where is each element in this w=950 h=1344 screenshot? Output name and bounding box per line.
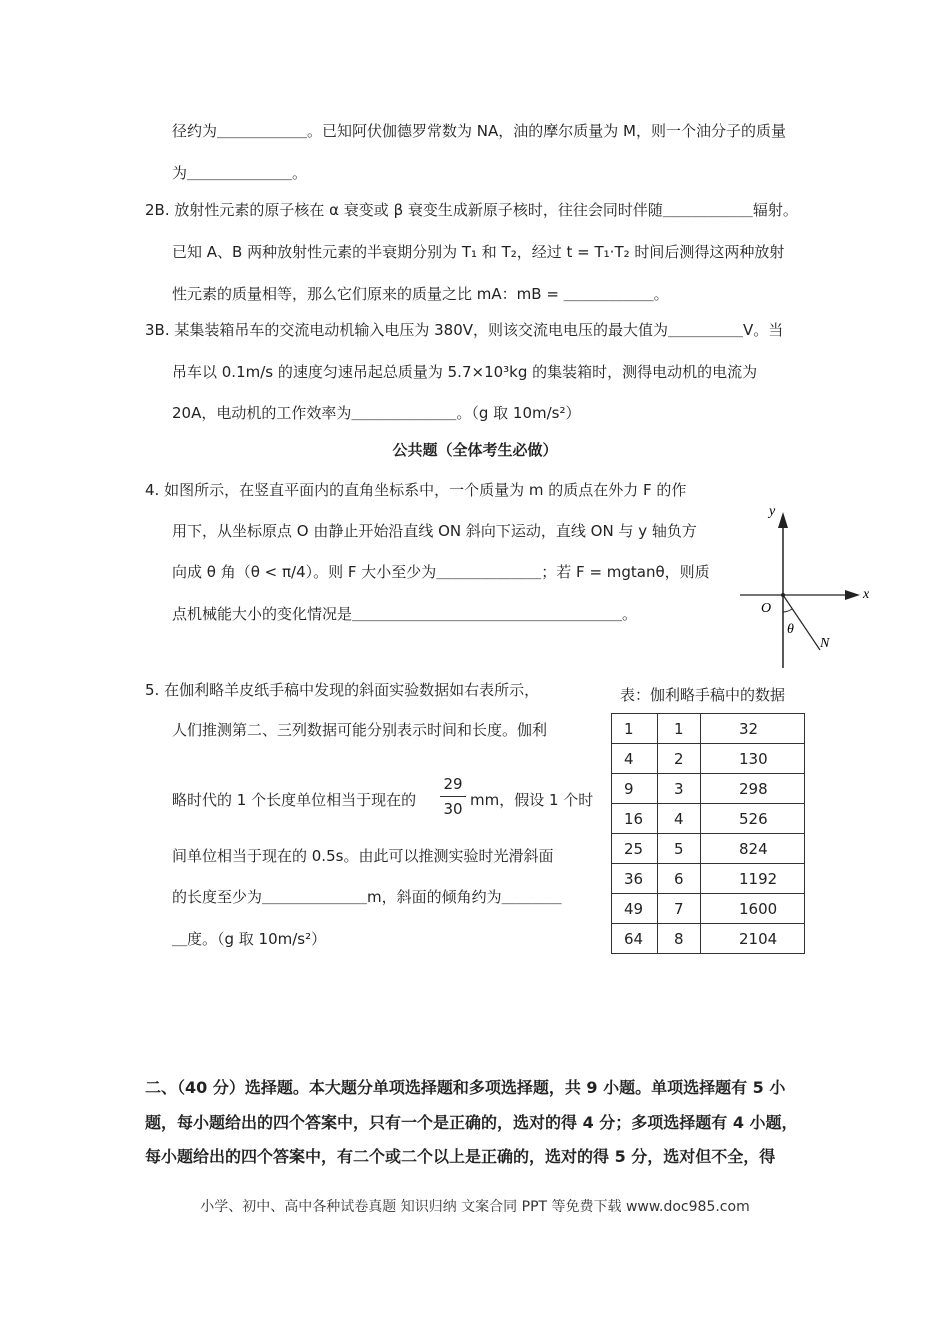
table-cell: 8 [658, 924, 701, 954]
table-cell: 16 [612, 804, 658, 834]
table-cell: 3 [658, 774, 701, 804]
table-cell: 36 [612, 864, 658, 894]
y-label: y [769, 504, 776, 519]
q2b-line-1: 2B. 放射性元素的原子核在 α 衰变或 β 衰变生成新原子核时，往往会同时伴随＿＿＿＿＿＿辐射。 [145, 201, 798, 219]
q5-line-3a: 略时代的 1 个长度单位相当于现在的 [172, 791, 417, 809]
table-cell: 5 [658, 834, 701, 864]
table-row [612, 894, 805, 924]
galileo-data-table [611, 713, 805, 954]
q2b-line-3: 性元素的质量相等，那么它们原来的质量之比 mA：mB = ＿＿＿＿＿＿。 [172, 285, 669, 303]
table-row [612, 924, 805, 954]
table-cell: 25 [612, 834, 658, 864]
table-cell: 2 [658, 744, 701, 774]
section2-line-1: 二、（40 分）选择题。本大题分单项选择题和多项选择题，共 9 小题。单项选择题有 5 小 [145, 1078, 786, 1097]
table-cell: 1 [612, 714, 658, 744]
section2-line-2: 题，每小题给出的四个答案中，只有一个是正确的，选对的得 4 分；多项选择题有 4 小题， [145, 1113, 798, 1132]
page-footer: 小学、初中、高中各种试卷真题 知识归纳 文案合同 PPT 等免费下载 www.doc985.com [200, 1199, 750, 1215]
q3b-line-3: 20A，电动机的工作效率为＿＿＿＿＿＿＿。（g 取 10m/s²） [172, 404, 581, 422]
table-cell: 6 [658, 864, 701, 894]
n-label: N [820, 636, 830, 651]
length-unit-fraction [440, 775, 466, 818]
table-row [612, 834, 805, 864]
table-cell: 9 [612, 774, 658, 804]
table-cell: 4 [658, 804, 701, 834]
fraction-numerator: 29 [443, 775, 463, 793]
table-caption: 表：伽利略手稿中的数据 [620, 686, 786, 704]
origin-label: O [761, 601, 772, 616]
q5-line-3b: mm，假设 1 个时 [470, 791, 594, 809]
coordinate-diagram [735, 500, 885, 675]
table-cell: 130 [701, 744, 805, 774]
table-cell: 2104 [701, 924, 805, 954]
table-row [612, 744, 805, 774]
q5-line-6: ＿度。（g 取 10m/s²） [172, 930, 327, 948]
q4-line-2: 用下，从坐标原点 O 由静止开始沿直线 ON 斜向下运动，直线 ON 与 y 轴负方 [172, 522, 697, 540]
table-cell: 1 [658, 714, 701, 744]
q5-line-2: 人们推测第二、三列数据可能分别表示时间和长度。伽利 [172, 721, 548, 739]
theta-arc [783, 609, 792, 612]
table-cell: 49 [612, 894, 658, 924]
table-cell: 1600 [701, 894, 805, 924]
table-row [612, 804, 805, 834]
table-cell: 526 [701, 804, 805, 834]
x-label: x [863, 587, 870, 602]
q5-line-1: 5. 在伽利略羊皮纸手稿中发现的斜面实验数据如右表所示， [145, 681, 540, 699]
table-cell: 7 [658, 894, 701, 924]
q2b-line-2: 已知 A、B 两种放射性元素的半衰期分别为 T₁ 和 T₂，经过 t = T₁·T₂ 时间后测得这两种放射 [172, 243, 785, 261]
q4-line-3: 向成 θ 角（θ < π/4）。则 F 大小至少为＿＿＿＿＿＿＿；若 F = mgtanθ，则质 [172, 563, 710, 581]
table-cell: 64 [612, 924, 658, 954]
q1-line-1: 径约为＿＿＿＿＿＿。已知阿伏伽德罗常数为 NA，油的摩尔质量为 M，则一个油分子的质量 [172, 122, 786, 140]
q1-line-2: 为＿＿＿＿＿＿＿。 [172, 164, 308, 182]
table-cell: 298 [701, 774, 805, 804]
table-row [612, 774, 805, 804]
q4-line-1: 4. 如图所示，在竖直平面内的直角坐标系中，一个质量为 m 的质点在外力 F 的作 [145, 481, 687, 499]
fraction-bar [440, 796, 466, 797]
q5-line-4: 间单位相当于现在的 0.5s。由此可以推测实验时光滑斜面 [172, 847, 554, 865]
table-cell: 32 [701, 714, 805, 744]
section-public-title: 公共题（全体考生必做） [392, 441, 558, 459]
table-row [612, 714, 805, 744]
table-cell: 824 [701, 834, 805, 864]
table-cell: 4 [612, 744, 658, 774]
table-cell: 1192 [701, 864, 805, 894]
table-row [612, 864, 805, 894]
fraction-denominator: 30 [443, 800, 463, 818]
q3b-line-2: 吊车以 0.1m/s 的速度匀速吊起总质量为 5.7×10³kg 的集装箱时，测得电动机的电流为 [172, 363, 758, 381]
theta-label: θ [787, 622, 794, 637]
x-axis-arrow-icon [845, 590, 860, 600]
y-axis-arrow-icon [778, 512, 788, 528]
section2-line-3: 每小题给出的四个答案中，有二个或二个以上是正确的，选对的得 5 分，选对但不全，得 [145, 1147, 776, 1166]
origin-point [781, 593, 785, 597]
q3b-line-1: 3B. 某集装箱吊车的交流电动机输入电压为 380V，则该交流电电压的最大值为＿＿＿＿＿V。当 [145, 321, 784, 339]
q5-line-5: 的长度至少为＿＿＿＿＿＿＿m，斜面的倾角约为＿＿＿＿ [172, 888, 562, 906]
q4-line-4: 点机械能大小的变化情况是＿＿＿＿＿＿＿＿＿＿＿＿＿＿＿＿＿＿。 [172, 605, 638, 623]
